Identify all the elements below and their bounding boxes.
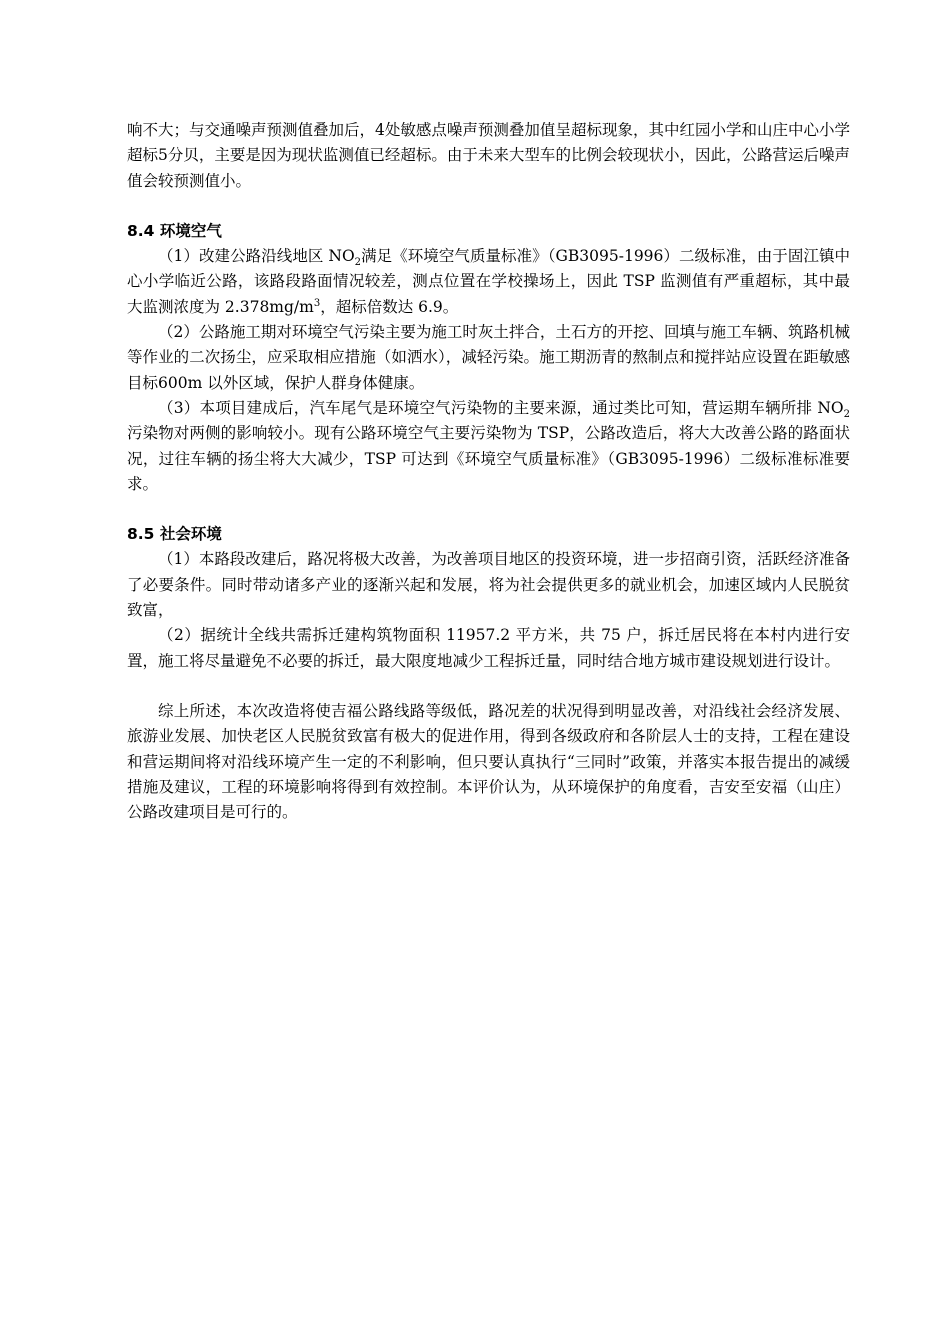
air-paragraph-1 — [127, 244, 850, 320]
air-paragraph-2: （2）公路施工期对环境空气污染主要为施工时灰土拌合，土石方的开挖、回填与施工车辆、筑路机械等作业的二次扬尘，应采取相应措施（如洒水），减轻污染。施工期沥青的熬制点和搅拌站应设置在距敏感目标600m 以外区域，保护人群身体健康。 — [127, 323, 850, 392]
air-paragraph-3 — [127, 396, 850, 497]
no2-subscript: 2 — [843, 409, 850, 421]
air-p3-part-a: （3）本项目建成后，汽车尾气是环境空气污染物的主要来源，通过类比可知，营运期车辆所排 NO — [158, 398, 844, 417]
air-p1-part-a: （1）改建公路沿线地区 NO — [158, 247, 355, 266]
social-paragraph-2: （2）据统计全线共需拆迁建构筑物面积 11957.2 平方米，共 75 户，拆迁居民将在本村内进行安置，施工将尽量避免不必要的拆迁，最大限度地减少工程拆迁量，同时结合地方城市建设规划进行设计。 — [127, 626, 850, 670]
air-p3-part-b: 污染物对两侧的影响较小。现有公路环境空气主要污染物为 TSP，公路改造后，将大大改善公路的路面状况，过往车辆的扬尘将大大减少，TSP 可达到《环境空气质量标准》（GB3095-1996）二级标准标准要求。 — [127, 424, 850, 493]
air-p1-part-c: ，超标倍数达 6.9。 — [320, 297, 459, 316]
conclusion-paragraph: 综上所述，本次改造将使吉福公路线路等级低，路况差的状况得到明显改善，对沿线社会经济发展、旅游业发展、加快老区人民脱贫致富有极大的促进作用，得到各级政府和各阶层人士的支持，工程在建设和营运期间将对沿线环境产生一定的不利影响，但只要认真执行“三同时”政策，并落实本报告提出的减缓措施及建议，工程的环境影响将得到有效控制。本评价认为，从环境保护的角度看，吉安至安福（山庄）公路改建项目是可行的。 — [127, 701, 850, 822]
section-8-5-heading: 8.5 社会环境 — [127, 525, 222, 544]
air-p1-part-b: 满足《环境空气质量标准》（GB3095-1996）二级标准，由于固江镇中心小学临近公路，该路段路面情况较差，测点位置在学校操场上，因此 TSP 监测值有严重超标，其中最大监测浓度为 2.378mg/m — [127, 247, 851, 316]
intro-paragraph: 响不大；与交通噪声预测值叠加后，4处敏感点噪声预测叠加值呈超标现象，其中红园小学和山庄中心小学超标5分贝，主要是因为现状监测值已经超标。由于未来大型车的比例会较现状小，因此，公路营运后噪声值会较预测值小。 — [127, 121, 850, 190]
spacer — [127, 497, 850, 522]
spacer — [127, 674, 850, 699]
social-paragraph-1: （1）本路段改建后，路况将极大改善，为改善项目地区的投资环境，进一步招商引资，活跃经济准备了必要条件。同时带动诸多产业的逐渐兴起和发展，将为社会提供更多的就业机会，加速区域内人民脱贫致富， — [127, 550, 850, 620]
document-page — [127, 118, 850, 825]
section-8-4-heading: 8.4 环境空气 — [127, 221, 222, 240]
no2-subscript: 2 — [354, 257, 362, 269]
spacer — [127, 194, 850, 219]
m3-superscript: 3 — [313, 297, 321, 309]
